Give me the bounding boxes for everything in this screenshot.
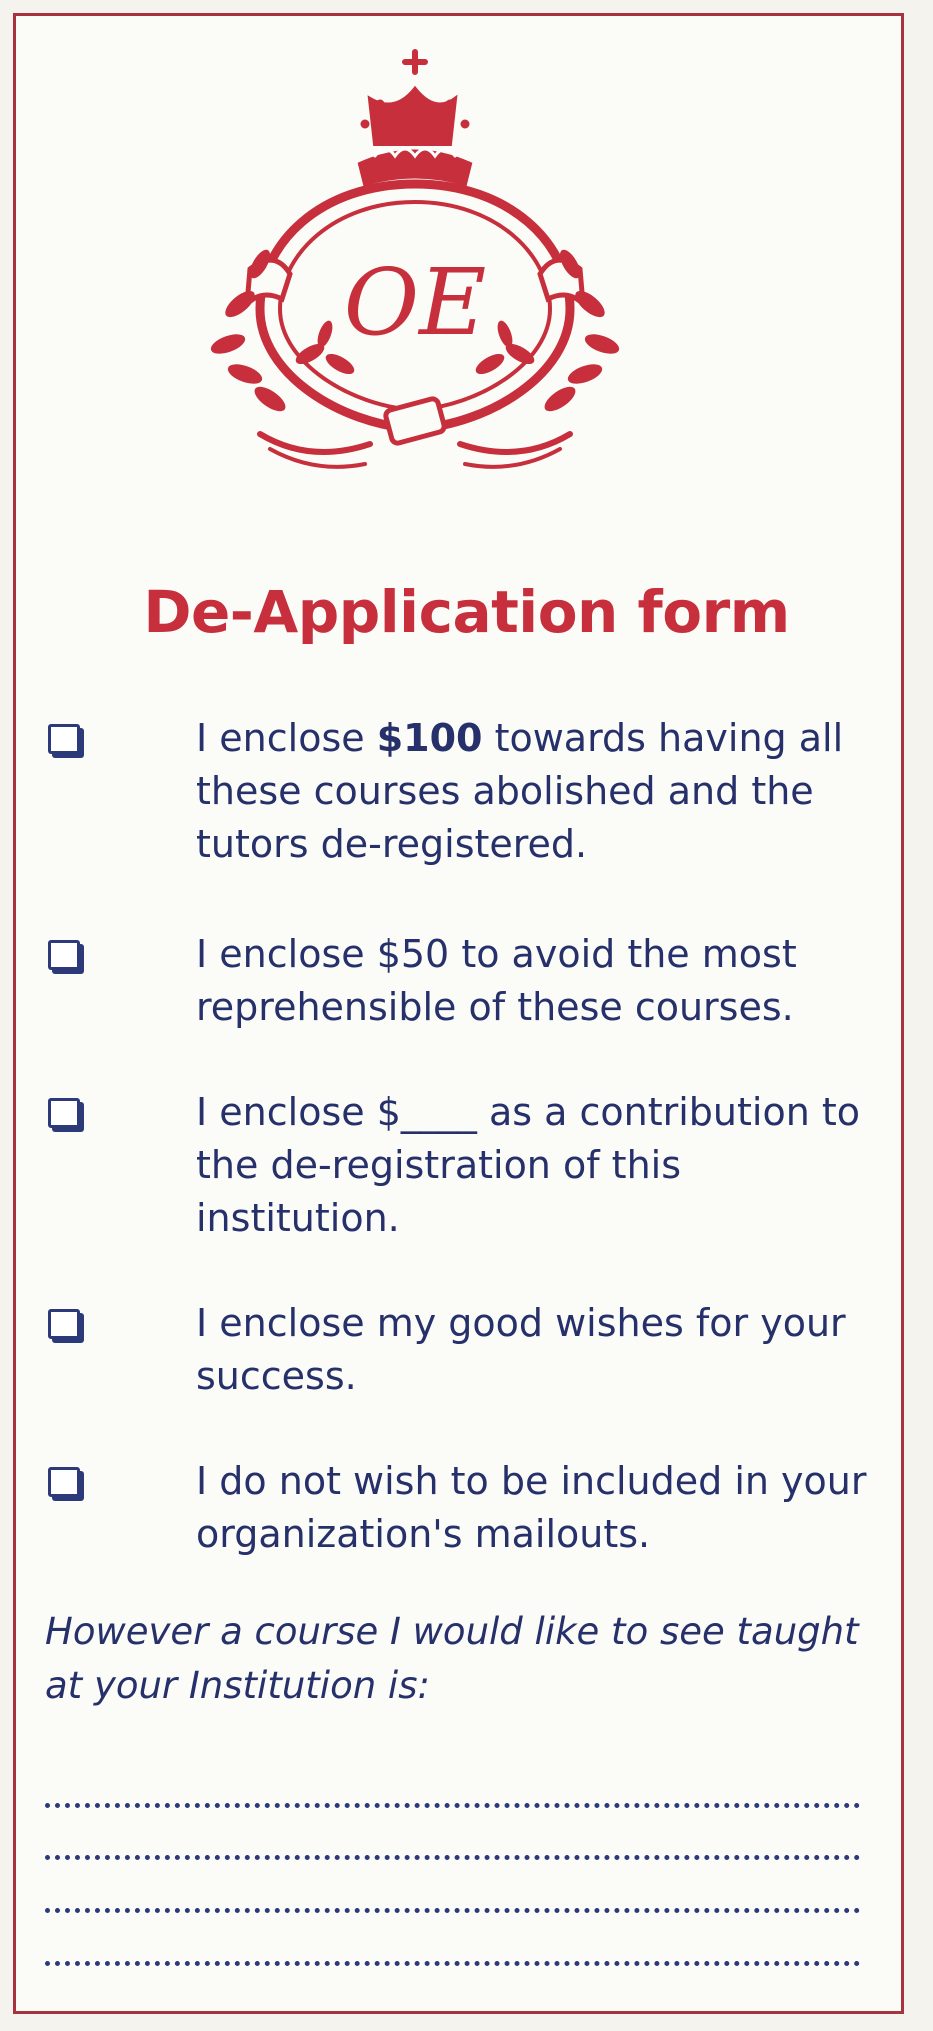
option-amount: $100 (376, 716, 483, 760)
option-label (196, 1455, 876, 1561)
answer-line-4[interactable] (45, 1961, 860, 1966)
option-checkbox[interactable] (48, 1467, 80, 1497)
answer-line-2[interactable] (45, 1855, 860, 1860)
option-label (196, 1297, 876, 1403)
option-label (196, 928, 876, 1034)
course-prompt: However a course I would like to see taught at your Institution is: (45, 1610, 859, 1707)
option-checkbox[interactable] (48, 1098, 80, 1128)
option-label-text: I do not wish to be included in your organization's mailouts. (196, 1459, 867, 1556)
option-label-text: towards having all these courses abolished and the tutors de-registered. (196, 716, 844, 866)
option-label-text: I enclose $50 to avoid the most reprehensible of these courses. (196, 932, 797, 1029)
option-label-text: I enclose (196, 716, 377, 760)
option-label (196, 712, 876, 871)
option-label-text: I enclose my good wishes for your success. (196, 1301, 846, 1398)
option-checkbox[interactable] (48, 724, 80, 754)
option-checkbox[interactable] (48, 1309, 80, 1339)
option-label-text: I enclose $____ as a contribution to the de-registration of this institution. (196, 1090, 861, 1240)
option-checkbox[interactable] (48, 940, 80, 970)
form-title: De-Application form (143, 578, 790, 646)
crown-icon (360, 52, 470, 184)
crest-emblem (200, 44, 730, 524)
option-label (196, 1086, 876, 1245)
monogram-text: OE (343, 249, 487, 356)
answer-line-1[interactable] (45, 1803, 860, 1808)
answer-line-3[interactable] (45, 1908, 860, 1913)
